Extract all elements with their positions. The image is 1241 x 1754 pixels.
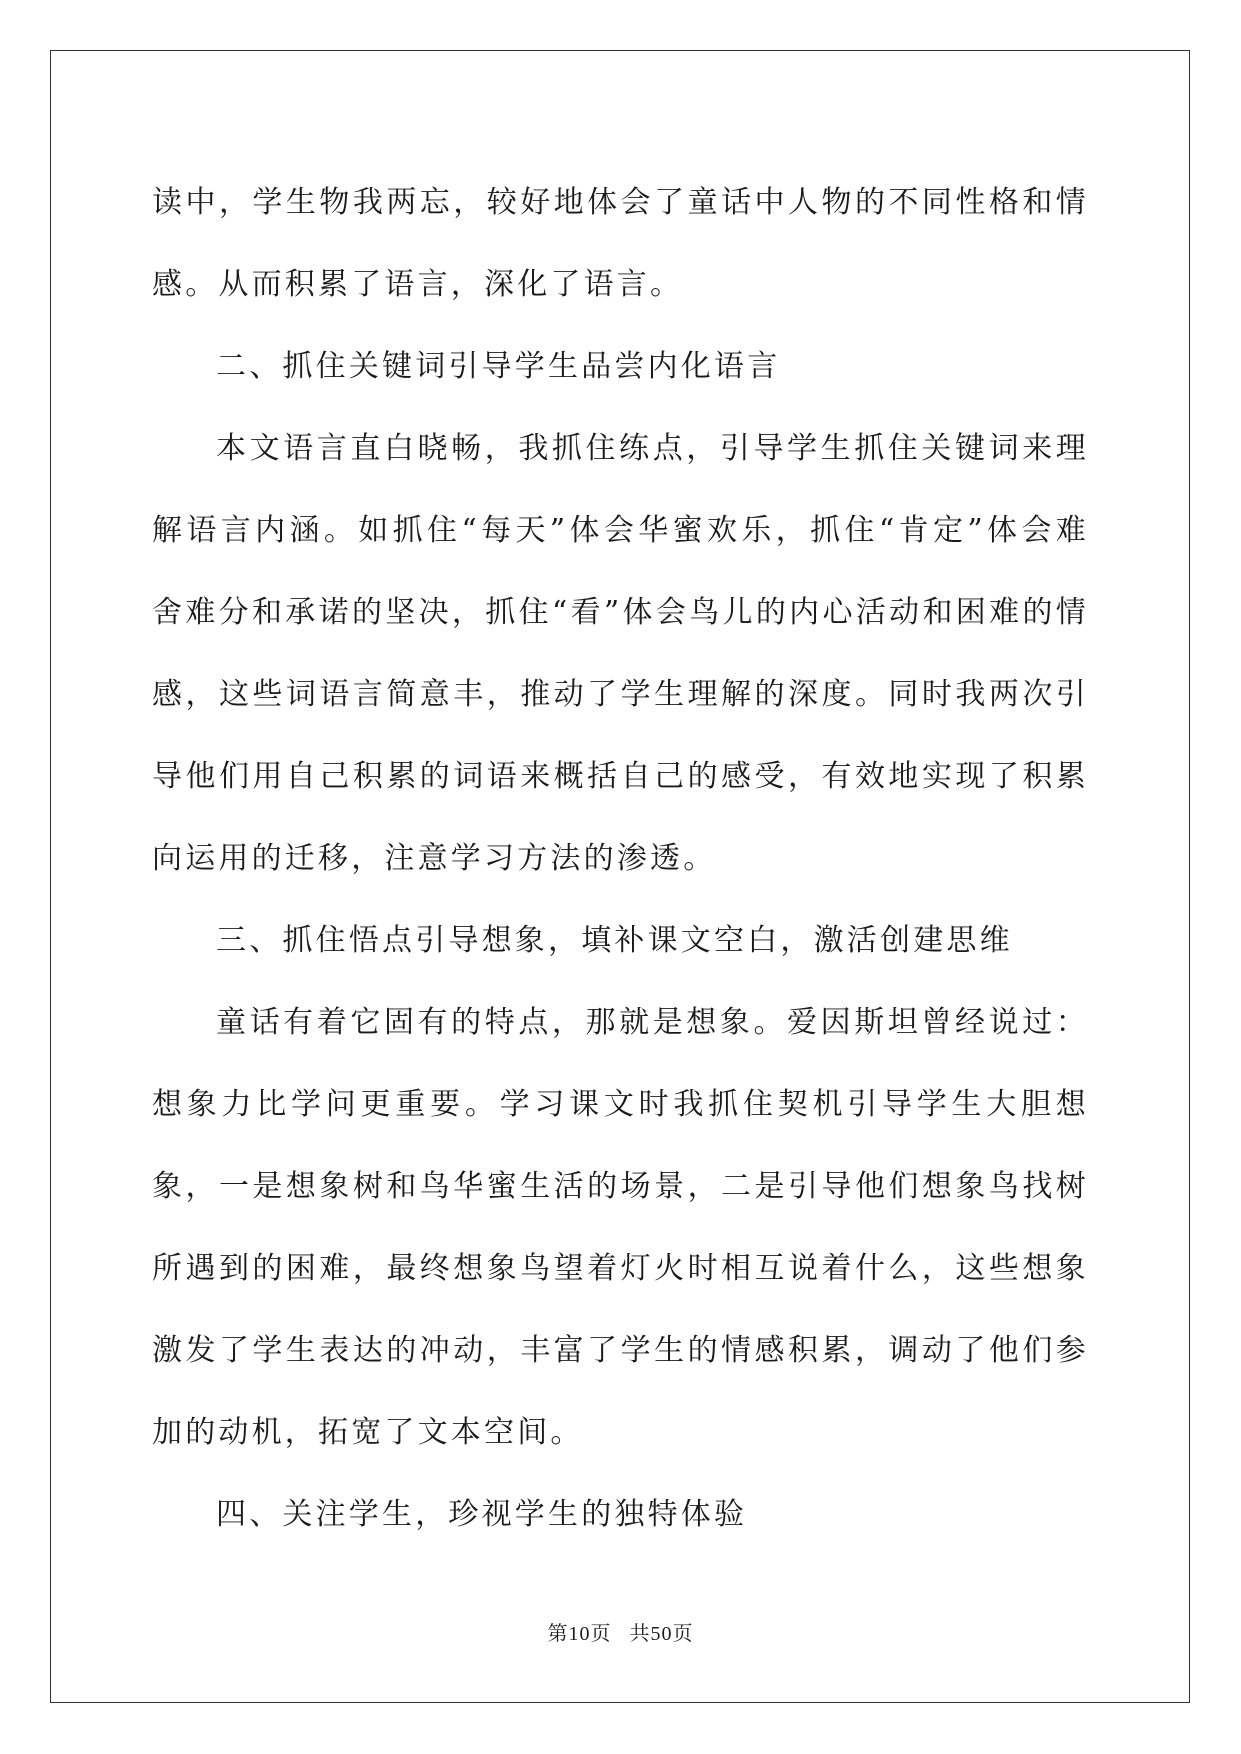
section-heading-4: 四、关注学生，珍视学生的独特体验	[216, 1497, 748, 1532]
section-heading-3: 三、抓住悟点引导想象，填补课文空白，激活创建思维	[216, 923, 1013, 958]
page-number: 第10页	[547, 1623, 612, 1645]
section-heading-2: 二、抓住关键词引导学生品尝内化语言	[216, 349, 781, 384]
paragraph-3: 本文语言直白晓畅，我抓住练点，引导学生抓住关键词来理解语言内涵。如抓住“每天”体会华蜜欢乐，抓住“肯定”体会难舍难分和承诺的坚决，抓住“看”体会鸟儿的内心活动和困难的情感，这些词语言简意丰，推动了学生理解的深度。同时我两次引导他们用自己积累的词语来概括自己的感受，有效地实现了积累向运用的迁移，注意学习方法的渗透。	[152, 431, 1089, 876]
page-total: 共50页	[629, 1623, 694, 1645]
paragraph-5: 童话有着它固有的特点，那就是想象。爱因斯坦曾经说过：想象力比学问更重要。学习课文时我抓住契机引导学生大胆想象，一是想象树和鸟华蜜生活的场景，二是引导他们想象鸟找树所遇到的困难，最终想象鸟望着灯火时相互说着什么，这些想象激发了学生表达的冲动，丰富了学生的情感积累，调动了他们参加的动机，拓宽了文本空间。	[152, 1005, 1089, 1450]
paragraph-1: 读中，学生物我两忘，较好地体会了童话中人物的不同性格和情感。从而积累了语言，深化了语言。	[152, 185, 1089, 302]
document-body	[152, 162, 1089, 1556]
page-footer	[0, 1617, 1241, 1646]
